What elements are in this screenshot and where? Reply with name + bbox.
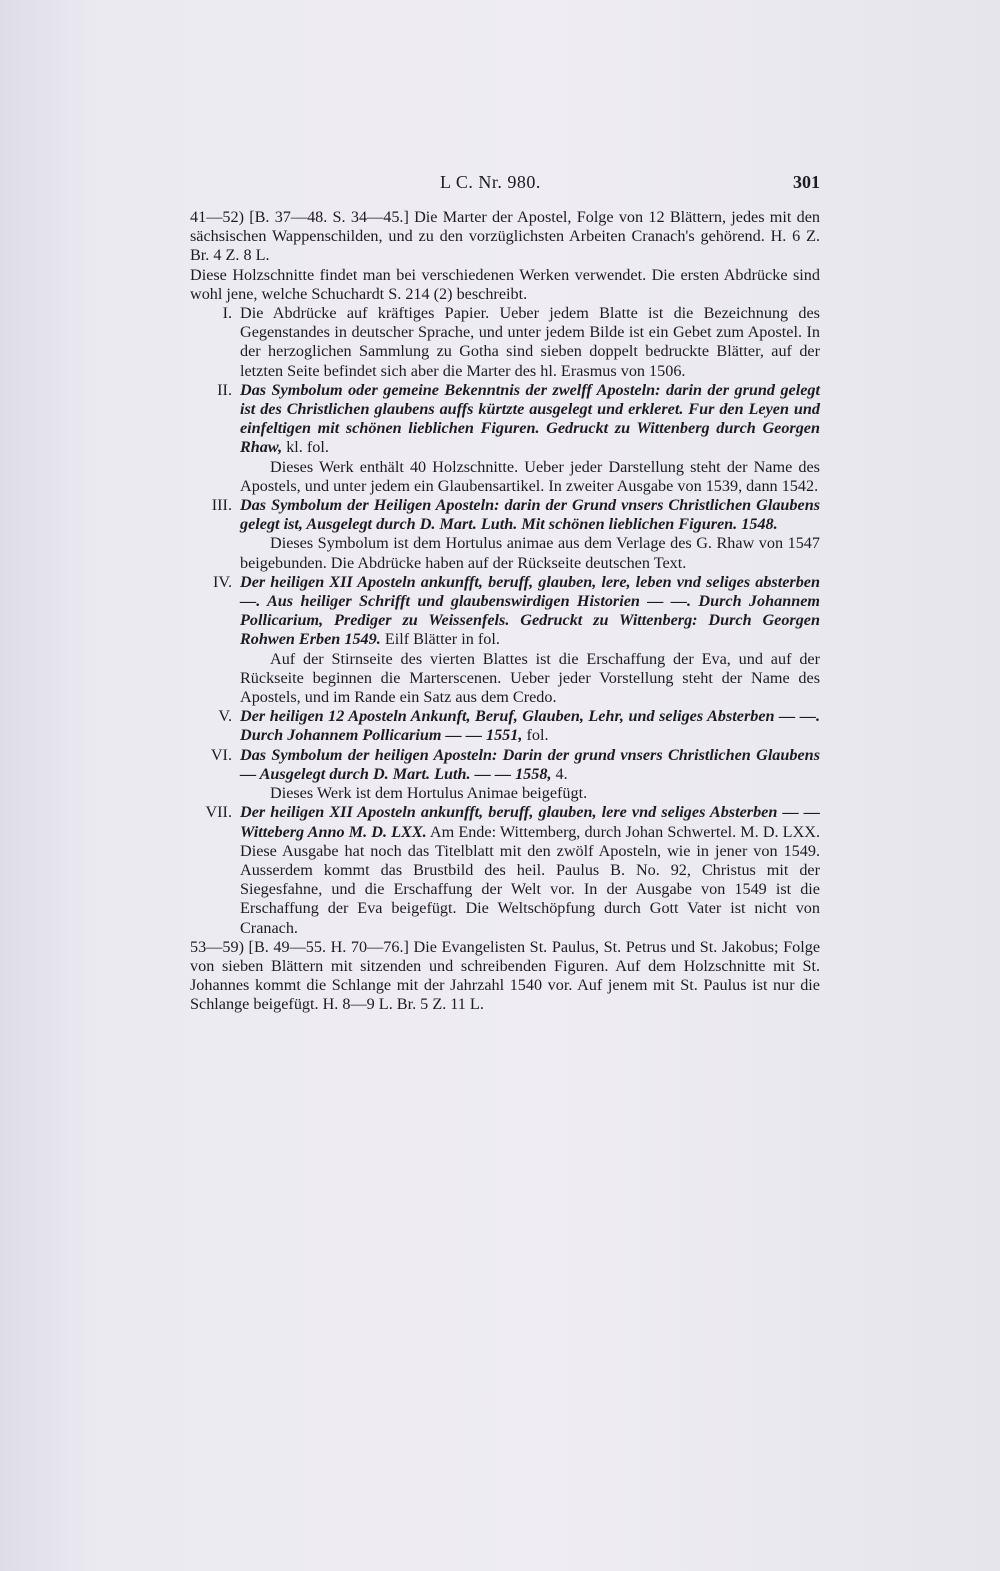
entry-description: Dieses Symbolum ist dem Hortulus animae aus dem Verlage des G. Rhaw von 1547 beigebunden. Die Abdrücke haben auf der Rückseite deutschen Text. — [240, 534, 820, 572]
entry-citation — [240, 707, 820, 745]
entry-v — [190, 707, 820, 745]
entry-vi — [190, 746, 820, 804]
entry-number: I. — [222, 304, 232, 323]
entry-note: Am Ende: Wittemberg, durch Johan Schwertel. M. D. LXX. Diese Ausgabe hat noch das Titelblatt mit den zwölf Aposteln, wie in jener von 1549. Ausserdem kommt das Brustbild des heil. Paulus B. No. 92, Christus mit der Siegesfahne, und die Erschaffung der Welt vor. In der Ausgabe von 1549 ist die Erschaffung der Eva beigefügt. Die Weltschöpfung durch Gott Vater ist nicht von Cranach. — [240, 822, 820, 937]
body-text — [190, 208, 820, 1015]
entry-title: Der heiligen XII Aposteln ankunfft, beruff, glauben, lere vnd seliges Absterben — — Witteberg Anno M. D. LXX. — [240, 803, 820, 841]
entry-number: VI. — [210, 745, 232, 764]
entry-title: Das Symbolum der heiligen Aposteln: Darin der grund vnsers Christlichen Glaubens — Ausgelegt durch D. Mart. Luth. — — 1558, — [240, 745, 820, 783]
entry-citation — [240, 381, 820, 458]
entry-description: Dieses Werk enthält 40 Holzschnitte. Ueber jeder Darstellung steht der Name des Apostels, und unter jedem ein Glaubensartikel. In zweiter Ausgabe von 1539, dann 1542. — [240, 457, 820, 495]
intro-paragraph: 41—52) [B. 37—48. S. 34—45.] Die Marter der Apostel, Folge von 12 Blättern, jedes mit den sächsischen Wappenschilden, und zu den vorzüglichsten Arbeiten Cranach's gehörend. H. 6 Z. Br. 4 Z. 8 L. — [190, 208, 820, 265]
entry-description: Auf der Stirnseite des vierten Blattes ist die Erschaffung der Eva, und auf der Rückseite beginnen die Marterscenen. Ueber jeder Vorstellung steht der Name des Apostels, und im Rande ein Satz aus dem Credo. — [240, 649, 820, 707]
entry-body: Die Abdrücke auf kräftiges Papier. Ueber jedem Blatte ist die Bezeichnung des Gegenstandes in deutscher Sprache, und unter jedem Bilde ist ein Gebet zum Apostel. In der herzoglichen Sammlung zu Gotha sind sieben doppelt bedruckte Blätter, auf der letzten Seite befindet sich aber die Marter des hl. Erasmus von 1506. — [240, 304, 820, 380]
running-title: L C. Nr. 980. — [440, 172, 541, 192]
entry-format: fol. — [522, 726, 549, 745]
entry-ii — [190, 381, 820, 496]
entry-citation — [240, 803, 820, 937]
entry-citation — [240, 746, 820, 784]
entry-description: Dieses Werk ist dem Hortulus Animae beigefügt. — [270, 784, 588, 803]
entry-number: IV. — [212, 572, 232, 591]
entry-title: Der heiligen 12 Aposteln Ankunft, Beruf, Glauben, Lehr, und seliges Absterben — —. Durch Johannem Pollicarium — — 1551, — [240, 707, 820, 745]
entry-vii — [190, 803, 820, 937]
entry-number: VII. — [205, 803, 232, 822]
entry-title: Das Symbolum oder gemeine Bekenntnis der zwelff Aposteln: darin der grund gelegt ist des Christlichen glaubens auffs kürtzte ausgelegt und erkleret. Fur den Leyen und einfeltigen mit schönen lieblichen Figuren. Gedruckt zu Wittenberg durch Georgen Rhaw, — [240, 380, 820, 457]
entry-format: Eilf Blätter in fol. — [380, 630, 500, 649]
closing-paragraph: 53—59) [B. 49—55. H. 70—76.] Die Evangelisten St. Paulus, St. Petrus und St. Jakobus; Folge von sieben Blättern mit sitzenden und schreibenden Figuren. Auf dem Holzschnitte mit St. Johannes kommt die Schlange mit der Jahrzahl 1540 vor. Auf jenem mit St. Paulus ist nur die Schlange beigefügt. H. 8—9 L. Br. 5 Z. 11 L. — [190, 937, 820, 1014]
entry-format: 4. — [551, 764, 568, 783]
entry-format: kl. fol. — [282, 438, 329, 457]
entry-title: Der heiligen XII Aposteln ankunfft, beruff, glauben, lere, leben vnd seliges absterben —. Aus heiliger Schrifft und glaubenswirdigen Historien — —. Durch Johannem Pollicarium, Prediger zu Weissenfels. Gedruckt zu Wittenberg: Durch Georgen Rohwen Erben 1549. — [240, 572, 820, 649]
entry-number: V. — [218, 707, 232, 726]
page-header — [190, 172, 820, 196]
entry-iii — [190, 496, 820, 573]
entry-number: II. — [217, 380, 232, 399]
entry-number: III. — [211, 496, 232, 515]
page-number: 301 — [793, 172, 820, 192]
entry-title: Das Symbolum der Heiligen Aposteln: darin der Grund vnsers Christlichen Glaubens gelegt ist, Ausgelegt durch D. Mart. Luth. Mit schönen lieblichen Figuren. 1548. — [240, 496, 820, 534]
intro-note: Diese Holzschnitte findet man bei verschiedenen Werken verwendet. Die ersten Abdrücke sind wohl jene, welche Schuchardt S. 214 (2) beschreibt. — [190, 265, 820, 303]
entry-citation — [240, 573, 820, 650]
entry-citation — [240, 496, 820, 534]
entry-iv — [190, 573, 820, 707]
entry-i — [190, 304, 820, 381]
